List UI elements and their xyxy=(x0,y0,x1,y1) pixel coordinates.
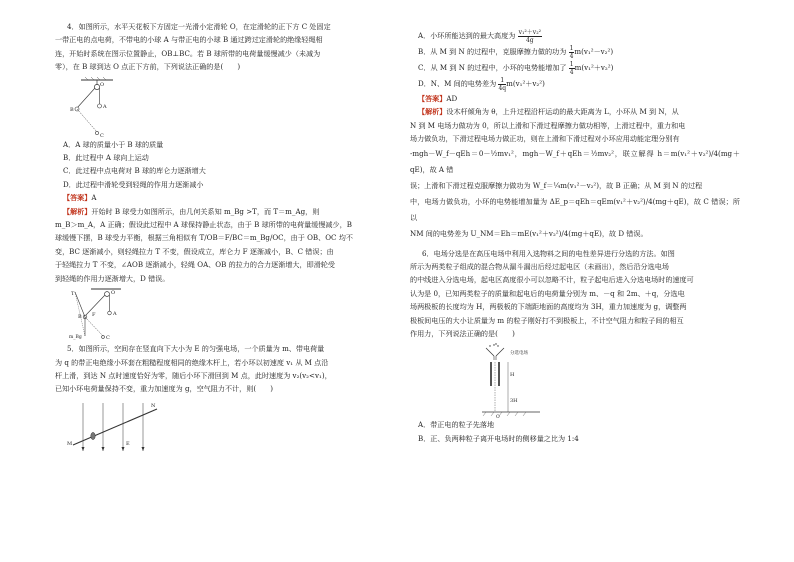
fig-label: A xyxy=(113,311,117,318)
fraction-den: 4 xyxy=(569,68,574,76)
fraction-den: 4g xyxy=(525,36,534,44)
q5-stem-line: 已知小环电荷量保持不变，重力加速度为 g，空气阻力不计，则( ) xyxy=(55,384,274,394)
fraction-num: 1 xyxy=(569,44,574,52)
explain-text: 设木杆倾角为 θ，上升过程沿杆运动的最大距离为 L，小环从 M 到 N，从 xyxy=(446,107,679,117)
fig-label: 分选电场 xyxy=(510,351,528,357)
q4-force-figure xyxy=(65,286,135,340)
fig-label: B xyxy=(70,106,74,113)
q5-options xyxy=(410,28,740,92)
q6-option-a: A．带正电的粒子先落地 xyxy=(418,420,495,430)
fig-label: 3H xyxy=(510,398,518,405)
answer-tag: 【答案】 xyxy=(63,193,92,203)
q5-rod-figure xyxy=(63,399,163,455)
fig-label: B xyxy=(78,314,82,321)
fig-label: O xyxy=(100,81,105,88)
q4-stem-line: 连，开始时系统在图示位置静止，OB⊥BC。若 B 球所带的电荷量缓慢减少（未减为 xyxy=(55,48,321,58)
fraction-num: 1 xyxy=(569,60,574,68)
fig-label: O xyxy=(111,290,116,297)
question-4 xyxy=(55,20,392,340)
fig-label: E xyxy=(126,440,130,447)
question-5 xyxy=(55,342,392,455)
option-text: A．小环所能达到的最大高度为 xyxy=(418,31,516,40)
q4-option-a: A．A 球的质量小于 B 球的质量 xyxy=(63,139,164,149)
q4-stem-line: 零），在 B 球到达 O 点正下方前，下列说法正确的是( ) xyxy=(55,62,241,72)
q6-stem-line: 作用力，下列说法正确的是( ) xyxy=(410,329,515,339)
option-text: D．N、M 间的电势差为 xyxy=(418,79,497,88)
q5-explain-line: N 到 M 电场力做功为 0，所以上滑和下滑过程摩擦力做功相等，上滑过程中，重力和电 xyxy=(410,120,686,130)
fraction xyxy=(518,29,542,44)
q4-answer xyxy=(63,191,392,204)
q5-explain-line xyxy=(418,105,740,118)
fig-label: m_Bg xyxy=(69,335,82,341)
q5-explain-line: 中，电场力做负功，小环的电势能增加量为 ΔE_p＝qEh＝qEm(v₁²＋v₂²)/4(mg＋qE)，故 C 错误；所以 xyxy=(410,196,740,222)
fig-label: C xyxy=(106,335,110,341)
q4-pulley-figure xyxy=(67,76,127,138)
q4-stem-line: 4．如图所示，水平天花板下方固定一光滑小定滑轮 O，在定滑轮的正下方 C 处固定 xyxy=(67,22,331,31)
q4-option-b: B．此过程中 A 球向上运动 xyxy=(63,153,149,163)
answer-value: A xyxy=(91,193,97,203)
q4-explain-line: 变，BC 逐渐减小，则轻绳拉力 T 不变，假设成立，库仑力 F 逐渐减小，B、C 错误；由 xyxy=(55,246,334,256)
q5-explain-line: 误；上滑和下滑过程克服摩擦力做功为 W_f＝¼m(v₁²－v₂²)，故 B 正确；从 M 到 N 的过程 xyxy=(410,180,703,190)
answer-value: AD xyxy=(446,94,458,103)
option-tail: m(v₁²－v₂²) xyxy=(574,47,614,56)
q4-explain-line: 球缓慢下摆，B 球受力平衡，根据三角相似有 T/OB＝F/BC＝m_Bg/OC，由于 OB、OC 均不 xyxy=(55,233,353,243)
fig-label: F xyxy=(92,312,96,319)
question-6 xyxy=(410,247,740,446)
answer-tag: 【答案】 xyxy=(418,94,447,103)
q6-stem-line: 的中线进入分选电场，起电区高度很小可以忽略不计，粒子起电后进入分选电场时的速度可 xyxy=(410,275,694,285)
fraction-den: 4 xyxy=(569,52,574,60)
fraction-den: 4q xyxy=(498,84,507,92)
q5-option-c xyxy=(418,60,740,76)
fig-label: H xyxy=(510,372,515,379)
fig-label: M xyxy=(67,440,73,447)
q4-explain-line: 于轻绳拉力 T 不变，∠AOB 逐渐减小，轻绳 OA、OB 的拉力的合力逐渐增大，即滑轮受 xyxy=(55,260,335,270)
q4-explain-line: 到轻绳的作用力逐渐增大，D 错误。 xyxy=(55,273,170,283)
option-tail: m(v₁²＋v₂²) xyxy=(574,63,614,72)
option-tail: m(v₁²＋v₂²) xyxy=(506,79,545,88)
right-column xyxy=(410,28,740,445)
q4-explain-line xyxy=(63,205,392,218)
q5-explain-line: NM 间的电势差为 U_NM＝Eh＝mE(v₁²＋v₂²)/4(mg＋qE)，故 D 错误。 xyxy=(410,228,648,238)
fraction-num: 1 xyxy=(500,76,505,84)
fig-label: T xyxy=(71,291,75,298)
explain-tag: 【解析】 xyxy=(418,107,447,117)
q6-stem-line: 极板间电压的大小让质量为 m 的粒子刚好打不到极板上，不计空气阻力和粒子间的相互 xyxy=(410,315,684,325)
option-text: B．从 M 到 N 的过程中，克服摩擦力做的功为 xyxy=(418,47,567,56)
left-column xyxy=(55,20,392,455)
fig-label: O xyxy=(496,415,500,419)
q5-stem-line: 杆上滑，到达 N 点时速度恰好为零，随后小环下滑回到 M 点，此时速度为 v₂(v₂<v₁)， xyxy=(55,370,332,380)
q5-option-a xyxy=(418,28,740,44)
q5-answer xyxy=(418,92,740,105)
q5-stem-line: 5．如图所示，空间存在竖直向下大小为 E 的匀强电场，一个质量为 m、带电荷量 xyxy=(67,344,325,354)
q6-stem-line: 认为是 0，已知两类粒子的质量和起电后的电荷量分别为 m、－q 和 2m、＋q，分选电 xyxy=(410,288,685,298)
fig-label: C xyxy=(100,132,104,138)
q5-stem-line: 为 q 的带正电绝缘小环套在粗糙程度相同的绝缘木杆上，若小环以初速度 v₁ 从 M 点沿 xyxy=(55,357,329,367)
q6-stem-line: 所示为两类粒子组成的混合物从漏斗漏出后经过起电区（未画出），然后沿分选电场 xyxy=(410,262,669,272)
explain-tag: 【解析】 xyxy=(63,206,92,216)
fraction xyxy=(498,77,506,92)
q4-explain-line: m_B＞m_A，A 正确；假设此过程中 A 球保持静止状态，由于 B 球所带的电荷量缓慢减少，B xyxy=(55,220,352,230)
q6-option-b: B．正、负两种粒子离开电场时的侧移量之比为 1:4 xyxy=(418,433,579,443)
q5-option-d xyxy=(418,76,740,92)
fraction-num: v₁²＋v₂² xyxy=(518,28,542,36)
q4-stem-line: 一带正电的点电荷，不带电的小球 A 与带正电的小球 B 通过跨过定滑轮的绝缘轻绳相 xyxy=(55,35,323,45)
q6-stem-line: 场两极板的长度均为 H，两极板的下端距地面的高度均为 3H，重力加速度为 g，调整两 xyxy=(410,302,687,312)
fig-label: N xyxy=(151,402,156,409)
q5-explain-line: 场力做负功，下滑过程电场力做正功，则在上滑和下滑过程对小环应用动能定理分别有 xyxy=(410,134,680,144)
q4-option-d: D．此过程中滑轮受到轻绳的作用力逐渐减小 xyxy=(63,179,204,189)
option-text: C．从 M 到 N 的过程中，小环的电势能增加了 xyxy=(418,63,567,72)
q5-explain-line: -mgh－W_f－qEh＝0－½mv₁²，mgh－W_f＋qEh＝½mv₂²，联立解得 h＝m(v₁²＋v₂²)/4(mg＋qE)，故 A 错 xyxy=(410,148,740,174)
q6-separator-figure xyxy=(480,342,570,418)
q4-option-c: C．此过程中点电荷对 B 球的库仑力逐渐增大 xyxy=(63,166,206,176)
q6-stem-line: 6．电场分选是在高压电场中利用入选物料之间的电性差异进行分选的方法。如图 xyxy=(422,248,675,258)
explain-text: 开始时 B 球受力如图所示，由几何关系知 m_Bg >T，而 T＝m_Ag，则 xyxy=(91,206,320,216)
fig-label: A xyxy=(103,103,107,110)
q5-option-b xyxy=(418,44,740,60)
